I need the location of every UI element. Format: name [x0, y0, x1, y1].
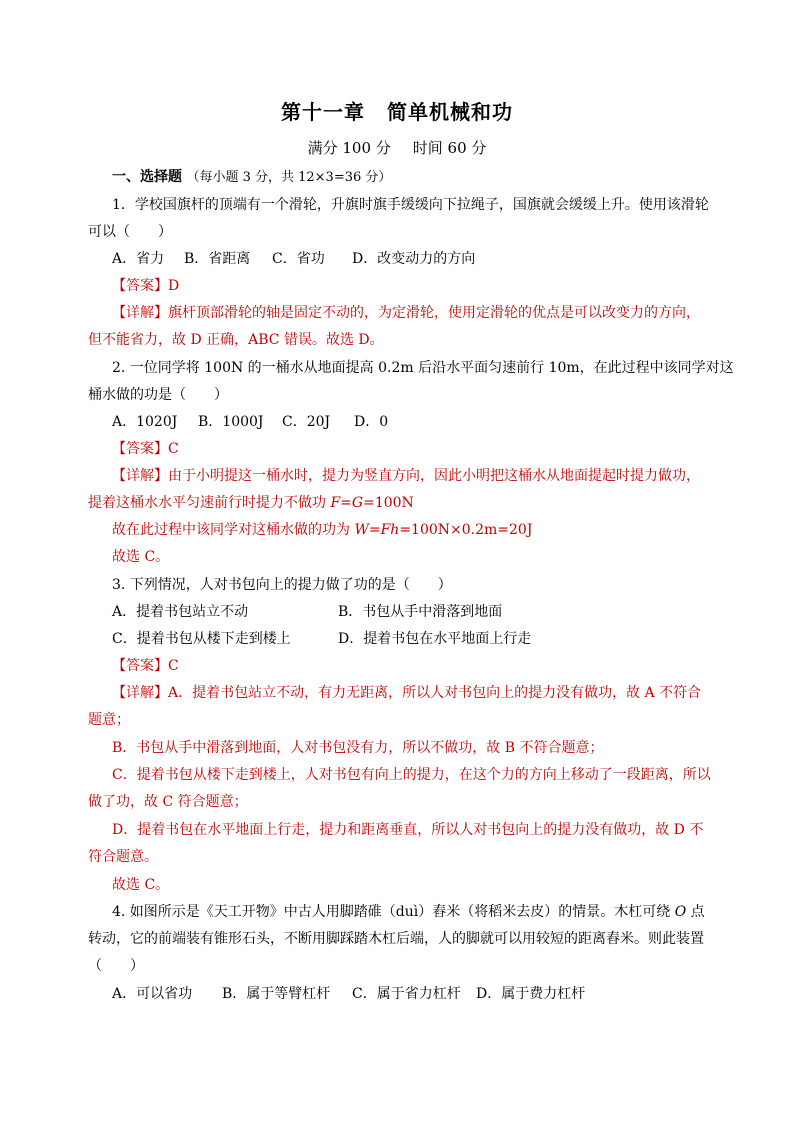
q2-detail-line2	[88, 494, 414, 512]
q4-stem-line3: （ ）	[88, 958, 144, 974]
q3-detail-c2: 做了功，故 C 符合题意；	[88, 794, 248, 810]
q2-detail-line1	[112, 467, 700, 485]
q3-detail-c1: C．提着书包从楼下走到楼上，人对书包有向上的提力，在这个力的方向上移动了一段距离，所以	[112, 767, 711, 783]
q3-option-d: D．提着书包在水平地面上行走	[338, 631, 532, 647]
section-title: 一、选择题	[112, 169, 182, 185]
q4-options	[112, 985, 585, 1003]
chapter-number: 第十一章	[281, 100, 365, 124]
q4-pivot-var: O	[674, 904, 687, 920]
q4-option-d: D．属于费力杠杆	[476, 986, 586, 1002]
q1-option-c: C．省功	[272, 251, 325, 267]
q1-option-a: A．省力	[112, 251, 165, 267]
q4-option-c: C．属于省力杠杆	[352, 986, 461, 1002]
q2-conclusion: 故选 C。	[112, 549, 170, 565]
q3-detail-d2: 符合题意。	[88, 849, 158, 865]
q1-answer: 【答案】D	[112, 278, 180, 294]
q3-detail-d1: D．提着书包在水平地面上行走，提力和距离垂直，所以人对书包向上的提力没有做功，故 D 不	[112, 822, 704, 838]
q3-option-b: B．书包从手中滑落到地面	[338, 604, 503, 620]
q3-stem-line1: 3. 下列情况，人对书包向上的提力做了功的是（ ）	[112, 577, 452, 593]
q2-detail-text1: 由于小明提这一桶水时，提力为竖直方向，因此小明把这桶水从地面提起时提力做功，	[168, 468, 700, 484]
q4-stem-text1-end: 点	[686, 904, 705, 920]
q3-option-c: C．提着书包从楼下走到楼上	[112, 631, 291, 647]
q2-detail-text2: 提着这桶水水平匀速前行时提力不做功	[88, 495, 331, 511]
q2-detail-label: 【详解】	[112, 468, 168, 484]
q4-stem-text1: 4. 如图所示是《天工开物》中古人用脚踏碓（duì）舂米（将稻米去皮）的情景。木杠可绕	[112, 904, 675, 920]
q3-conclusion: 故选 C。	[112, 877, 170, 893]
q1-stem-line1: 1．学校国旗杆的顶端有一个滑轮，升旗时旗手缓缓向下拉绳子，国旗就会缓缓上升。使用该滑轮	[112, 197, 709, 213]
q2-detail-text2-end: =100N	[363, 495, 414, 511]
q2-detail-text3: 故在此过程中该同学对这桶水做的功为	[112, 522, 355, 538]
q3-detail-label: 【详解】	[112, 685, 168, 701]
chapter-name: 简单机械和功	[387, 100, 513, 124]
q2-detail-text3-end: =100N×0.2m=20J	[399, 522, 533, 538]
q2-option-b: B．1000J	[198, 414, 264, 430]
q3-detail-line1	[112, 684, 701, 702]
q2-options	[112, 413, 388, 431]
section-heading	[112, 168, 391, 187]
q2-stem-line1: 2. 一位同学将 100N 的一桶水从地面提高 0.2m 后沿水平面匀速前行 10m，在此过程中该同学对这	[112, 360, 734, 376]
q1-option-d: D．改变动力的方向	[352, 251, 476, 267]
q1-detail-label: 【详解】	[112, 305, 168, 321]
q2-formula-fg: F=G	[330, 495, 364, 511]
section-note: （每小题 3 分，共 12×3=36 分）	[186, 170, 392, 185]
exam-info	[0, 137, 794, 158]
time-limit: 时间 60 分	[412, 139, 487, 157]
q2-stem-line2: 桶水做的功是（ ）	[88, 387, 228, 403]
q1-stem-line2: 可以（ ）	[88, 224, 172, 240]
q3-options-row2	[112, 630, 531, 648]
q1-detail-line1	[112, 304, 700, 322]
q3-detail-a2: 题意；	[88, 712, 130, 728]
q2-option-a: A．1020J	[112, 414, 178, 430]
q4-stem-line2: 转动，它的前端装有锥形石头，不断用脚踩踏木杠后端，人的脚就可以用较短的距离舂米。则此装置	[88, 931, 704, 947]
q2-formula-wfh: W=Fh	[354, 522, 400, 538]
q3-detail-b: B．书包从手中滑落到地面，人对书包没有力，所以不做功，故 B 不符合题意；	[112, 740, 604, 756]
full-score: 满分 100 分	[307, 139, 391, 157]
q1-detail-text1: 旗杆顶部滑轮的轴是固定不动的，为定滑轮，使用定滑轮的优点是可以改变力的方向，	[168, 305, 700, 321]
q4-option-a: A．可以省功	[112, 986, 193, 1002]
q3-option-a: A．提着书包站立不动	[112, 604, 249, 620]
q4-option-b: B．属于等臂杠杆	[222, 986, 331, 1002]
q2-option-d: D．0	[354, 414, 389, 430]
q3-options-row1	[112, 603, 502, 621]
q1-option-b: B．省距离	[184, 251, 251, 267]
q1-detail-line2: 但不能省力，故 D 正确，ABC 错误。故选 D。	[88, 332, 384, 348]
q4-stem-line1	[112, 903, 705, 921]
chapter-title	[0, 96, 794, 125]
q3-detail-a1: A．提着书包站立不动，有力无距离，所以人对书包向上的提力没有做功，故 A 不符合	[168, 685, 702, 701]
q2-option-c: C．20J	[282, 414, 331, 430]
q2-answer: 【答案】C	[112, 441, 179, 457]
q3-answer: 【答案】C	[112, 658, 179, 674]
q2-detail-line3	[112, 521, 532, 539]
q1-options	[112, 250, 475, 268]
